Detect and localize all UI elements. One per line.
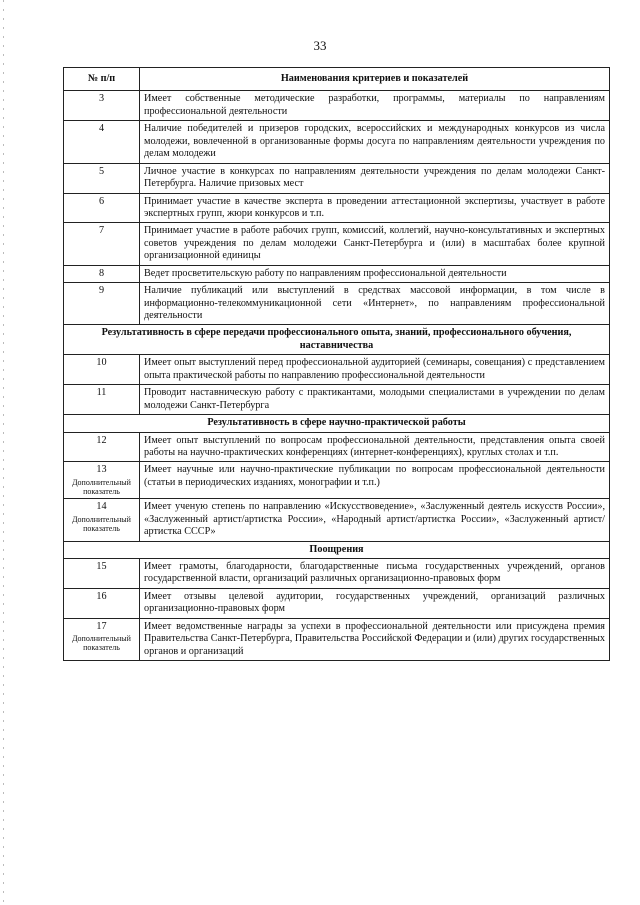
table-row bbox=[64, 223, 610, 265]
row-number: 4 bbox=[98, 123, 105, 135]
row-number: 16 bbox=[96, 590, 107, 602]
header-name: Наименования критериев и показателей bbox=[140, 68, 610, 91]
row-number-cell bbox=[64, 265, 140, 282]
section-row bbox=[64, 325, 610, 355]
row-number-cell bbox=[64, 91, 140, 121]
row-number: 17 bbox=[96, 620, 107, 632]
table-row bbox=[64, 283, 610, 325]
criterion-text: Имеет ведомственные награды за успехи в профессиональной деятельности или присуждена премия Правительства Санкт-Петербурга, Правительства Российской Федерации и (или) других государственных органов и организаций bbox=[140, 618, 610, 660]
criterion-text: Имеет отзывы целевой аудитории, государственных учреждений, организаций различных организационно-правовых форм bbox=[140, 588, 610, 618]
row-number-cell bbox=[64, 588, 140, 618]
criterion-text: Имеет грамоты, благодарности, благодарственные письма государственных учреждений, органов государственной власти, организаций различных организационно-правовых форм bbox=[140, 558, 610, 588]
table-row bbox=[64, 462, 610, 499]
section-row bbox=[64, 541, 610, 558]
row-number: 10 bbox=[96, 357, 107, 369]
table-row bbox=[64, 558, 610, 588]
page-number: 33 bbox=[313, 38, 327, 53]
row-number: 5 bbox=[98, 165, 105, 177]
row-number-cell bbox=[64, 283, 140, 325]
table-row bbox=[64, 385, 610, 415]
section-title: Поощрения bbox=[64, 541, 610, 558]
scan-edge-marks bbox=[3, 0, 4, 905]
row-number: 15 bbox=[96, 560, 107, 572]
criterion-text: Принимает участие в работе рабочих групп, комиссий, коллегий, научно-консультативных и экспертных советов учреждения по делам молодежи Санкт-Петербурга и (или) в масштабах более крупной организационной единицы bbox=[140, 223, 610, 265]
section-row bbox=[64, 415, 610, 432]
table-row bbox=[64, 432, 610, 462]
criterion-text: Личное участие в конкурсах по направлениям деятельности учреждения по делам молодежи Санкт-Петербурга. Наличие призовых мест bbox=[140, 163, 610, 193]
table-row bbox=[64, 121, 610, 163]
row-number-cell bbox=[64, 385, 140, 415]
row-number-cell bbox=[64, 432, 140, 462]
criteria-table bbox=[63, 67, 610, 661]
criterion-text: Ведет просветительскую работу по направлениям профессиональной деятельности bbox=[140, 265, 610, 282]
row-note: Дополнительный показатель bbox=[72, 477, 131, 496]
table-row bbox=[64, 193, 610, 223]
row-number-cell bbox=[64, 121, 140, 163]
row-number: 9 bbox=[98, 285, 105, 297]
row-number: 14 bbox=[96, 501, 107, 513]
row-number: 12 bbox=[96, 434, 107, 446]
row-number-cell bbox=[64, 223, 140, 265]
row-number-cell bbox=[64, 163, 140, 193]
table-header-row bbox=[64, 68, 610, 91]
section-title: Результативность в сфере передачи профессионального опыта, знаний, профессионального обучения, наставничества bbox=[64, 325, 610, 355]
row-number-cell bbox=[64, 355, 140, 385]
row-number-cell bbox=[64, 499, 140, 541]
row-number: 7 bbox=[98, 225, 105, 237]
row-number: 13 bbox=[96, 464, 107, 476]
criterion-text: Принимает участие в качестве эксперта в проведении аттестационной экспертизы, участвует в работе экспертных групп, жюри конкурсов и т.п. bbox=[140, 193, 610, 223]
header-num: № п/п bbox=[64, 68, 140, 91]
row-number: 11 bbox=[96, 387, 107, 399]
row-note: Дополнительный показатель bbox=[72, 514, 131, 533]
row-number-cell bbox=[64, 193, 140, 223]
row-number-cell bbox=[64, 462, 140, 499]
table-row bbox=[64, 163, 610, 193]
table-row bbox=[64, 265, 610, 282]
criterion-text: Имеет опыт выступлений по вопросам профессиональной деятельности, представления опыта своей работы на научно-практических конференциях (интернет-конференциях), круглых столах и т.п. bbox=[140, 432, 610, 462]
table-row bbox=[64, 618, 610, 660]
criterion-text: Имеет собственные методические разработки, программы, материалы по направлениям профессиональной деятельности bbox=[140, 91, 610, 121]
section-title: Результативность в сфере научно-практической работы bbox=[64, 415, 610, 432]
criterion-text: Имеет ученую степень по направлению «Искусствоведение», «Заслуженный деятель искусств России», «Заслуженный артист/артистка России», «Народный артист/артистка России», «Заслуженный артист/артистка СССР» bbox=[140, 499, 610, 541]
table-row bbox=[64, 91, 610, 121]
row-number: 8 bbox=[98, 267, 105, 279]
row-number-cell bbox=[64, 558, 140, 588]
table-row bbox=[64, 588, 610, 618]
row-number: 6 bbox=[98, 195, 105, 207]
criterion-text: Наличие победителей и призеров городских, всероссийских и международных конкурсов из числа молодежи, вовлеченной в организованные формы досуга по направлениям деятельности учреждения по делам молодежи bbox=[140, 121, 610, 163]
table-row bbox=[64, 499, 610, 541]
criterion-text: Имеет научные или научно-практические публикации по вопросам профессиональной деятельности (статьи в периодических изданиях, монографии и т.п.) bbox=[140, 462, 610, 499]
criterion-text: Наличие публикаций или выступлений в средствах массовой информации, в том числе в информационно-телекоммуникационной сети «Интернет», по направлениям профессиональной деятельности bbox=[140, 283, 610, 325]
table-body bbox=[64, 91, 610, 661]
table-row bbox=[64, 355, 610, 385]
row-number-cell bbox=[64, 618, 140, 660]
row-number: 3 bbox=[98, 93, 105, 105]
row-note: Дополнительный показатель bbox=[72, 634, 131, 653]
criterion-text: Проводит наставническую работу с практикантами, молодыми специалистами в учреждении по делам молодежи Санкт-Петербурга bbox=[140, 385, 610, 415]
criterion-text: Имеет опыт выступлений перед профессиональной аудиторией (семинары, совещания) с представлением опыта практической работы по направлению профессиональной деятельности bbox=[140, 355, 610, 385]
